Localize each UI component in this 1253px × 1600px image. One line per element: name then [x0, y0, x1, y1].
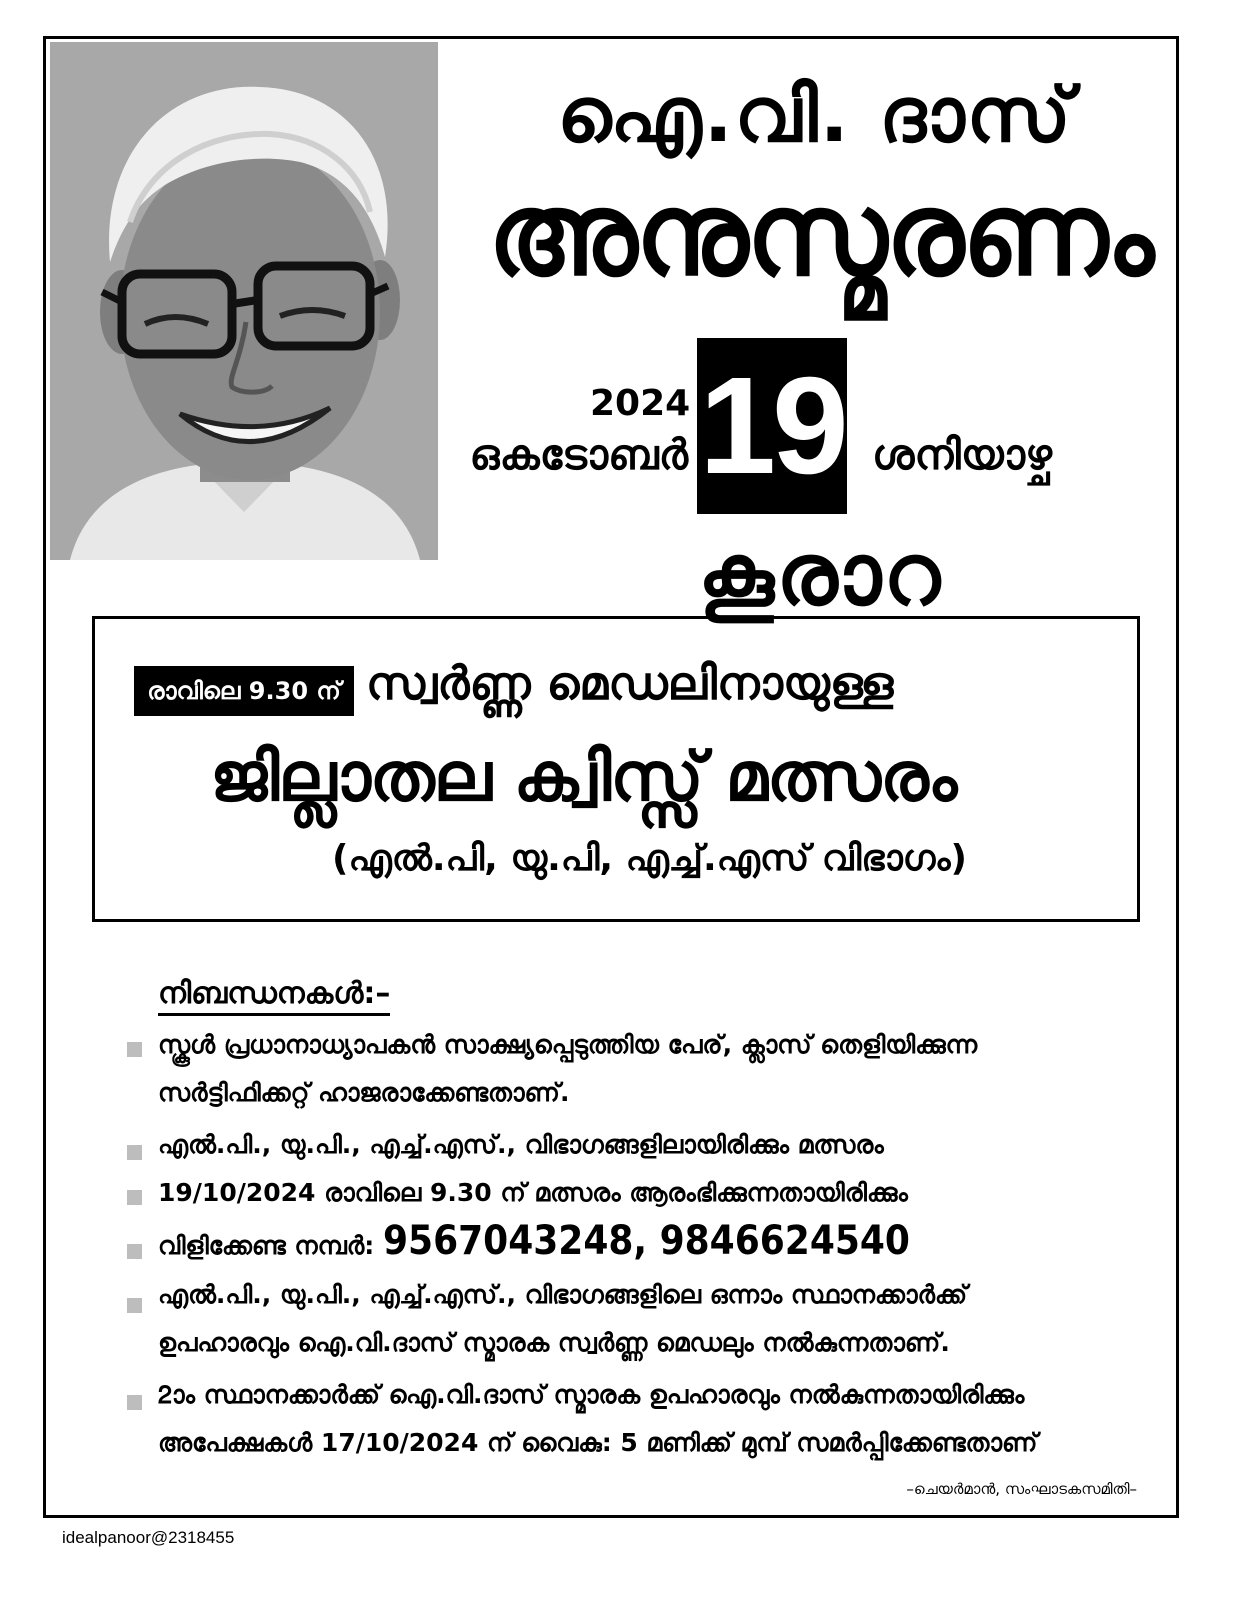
event-place: കൂരാറ — [697, 525, 943, 625]
date-month: ഒകടോബർ — [469, 430, 688, 479]
rule-5-line-1: എൽ.പി., യു.പി., എച്ച്.എസ്., വിഭാഗങ്ങളിലെ ഒന്നാം സ്ഥാനക്കാർക്ക് — [158, 1280, 968, 1309]
bullet-icon — [127, 1298, 142, 1313]
quiz-title: ജില്ലാതല ക്വിസ്സ് മത്സരം — [210, 738, 957, 817]
bullet-icon — [127, 1145, 142, 1160]
rule-6-line-1: 2ാം സ്ഥാനക്കാർക്ക് ഐ.വി.ദാസ് സ്മാരക ഉപഹാരവും നൽകുന്നതായിരിക്കും — [158, 1380, 1025, 1409]
time-tag: രാവിലെ 9.30 ന് — [134, 666, 354, 716]
bullet-icon — [127, 1244, 142, 1259]
rule-5-line-2: ഉപഹാരവും ഐ.വി.ദാസ് സ്മാരക സ്വർണ്ണ മെഡലും നൽകുന്നതാണ്. — [158, 1328, 950, 1357]
signature: –ചെയർമാൻ, സംഘാടകസമിതി– — [906, 1480, 1137, 1498]
quiz-categories: (എൽ.പി, യു.പി, എച്ച്.എസ് വിഭാഗം) — [332, 838, 967, 879]
rules-heading: നിബന്ധനകൾ:– — [158, 976, 390, 1016]
person-name: ഐ.വി. ദാസ് — [557, 70, 1073, 159]
quiz-subtitle: സ്വർണ്ണ മെഡലിനായുള്ള — [366, 656, 894, 710]
rule-6-line-2: അപേക്ഷകൾ 17/10/2024 ന് വൈകു: 5 മണിക്ക് മുമ്പ് സമർപ്പിക്കേണ്ടതാണ് — [158, 1428, 1038, 1457]
rule-2: എൽ.പി., യു.പി., എച്ച്.എസ്., വിഭാഗങ്ങളിലായിരിക്കും മത്സരം — [158, 1130, 884, 1159]
phone-label: വിളിക്കേണ്ട നമ്പർ: — [158, 1231, 375, 1260]
portrait-photo — [50, 42, 438, 560]
phone-numbers: 9567043248, 9846624540 — [383, 1218, 910, 1264]
bullet-icon — [127, 1395, 142, 1410]
rule-1-line-2: സർട്ടിഫിക്കറ്റ് ഹാജരാക്കേണ്ടതാണ്. — [158, 1078, 570, 1107]
event-title: അനുസ്മരണം — [487, 166, 1153, 302]
print-credit: idealpanoor@2318455 — [62, 1528, 235, 1547]
date-day-box: 19 — [697, 338, 847, 514]
date-weekday: ശനിയാഴ്ച — [872, 430, 1052, 479]
bullet-icon — [127, 1190, 142, 1205]
rule-3: 19/10/2024 രാവിലെ 9.30 ന് മത്സരം ആരംഭിക്കുന്നതായിരിക്കും — [158, 1178, 908, 1207]
date-year: 2024 — [590, 383, 691, 424]
bullet-icon — [127, 1042, 142, 1057]
rule-4 — [158, 1218, 910, 1264]
rule-1-line-1: സ്കൂൾ പ്രധാനാധ്യാപകൻ സാക്ഷ്യപ്പെടുത്തിയ പേര്, ക്ലാസ് തെളിയിക്കുന്ന — [158, 1030, 978, 1059]
